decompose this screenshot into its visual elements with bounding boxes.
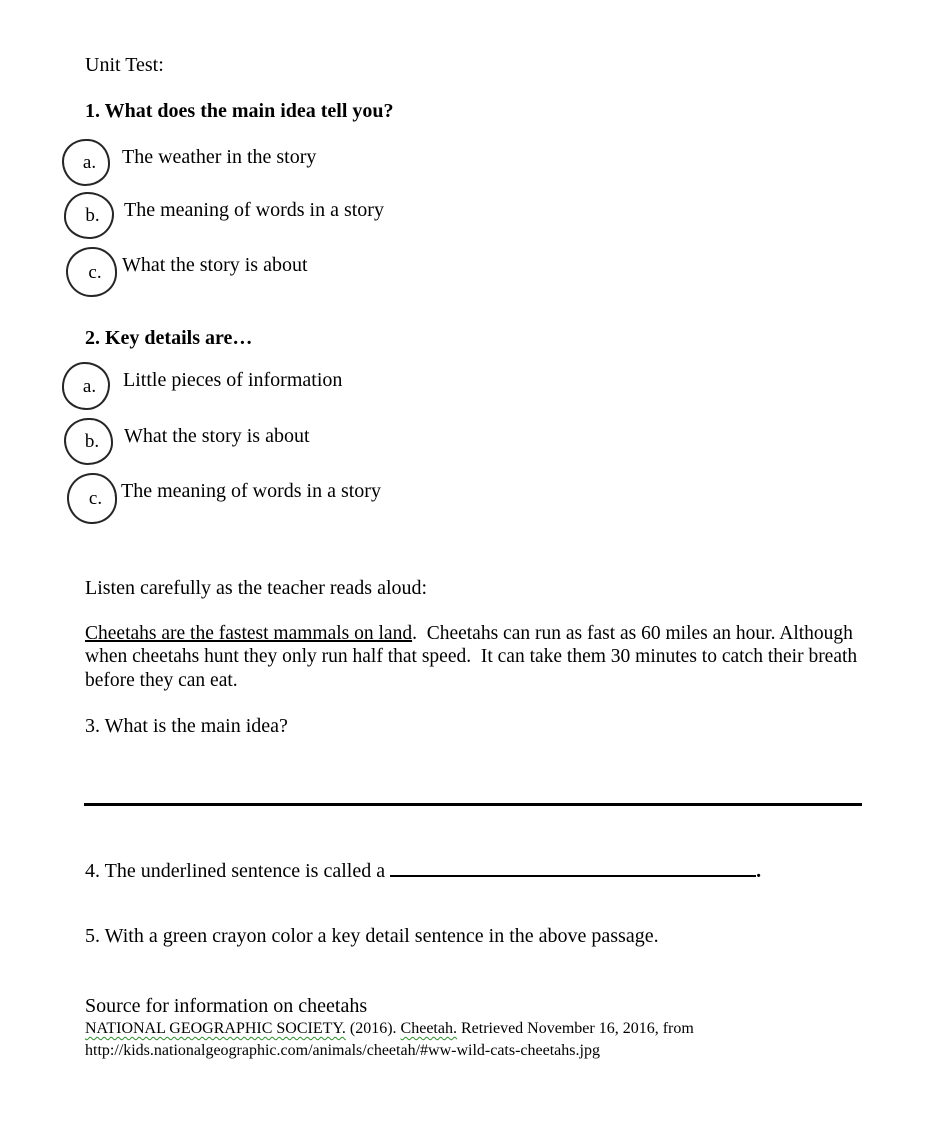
listening-instruction: Listen carefully as the teacher reads aloud: <box>85 577 428 599</box>
answer-circle-icon <box>64 192 114 239</box>
q1-choice-c <box>0 247 946 301</box>
choice-letter: c. <box>88 261 102 283</box>
q1-choice-a <box>0 139 946 193</box>
choice-text: What the story is about <box>124 425 310 447</box>
answer-circle-icon <box>67 473 117 524</box>
question-4-prompt: 4. The underlined sentence is called a <box>85 860 386 882</box>
choice-letter: b. <box>85 205 100 226</box>
fill-in-blank-line <box>390 856 756 877</box>
choice-letter: a. <box>82 152 97 173</box>
q2-choice-c <box>0 473 946 527</box>
passage-main-idea-sentence: Cheetahs are the fastest mammals on land <box>85 623 413 644</box>
citation-year: (2016). <box>345 1020 401 1037</box>
question-4 <box>85 856 761 883</box>
citation-line-1 <box>85 1018 694 1039</box>
answer-circle-icon <box>64 418 113 465</box>
citation-author-flagged: NATIONAL GEOGRAPHIC SOCIETY. <box>85 1020 346 1037</box>
choice-letter: a. <box>82 375 97 397</box>
answer-line <box>84 803 862 806</box>
choice-letter: c. <box>88 488 103 509</box>
choice-text: What the story is about <box>122 254 308 276</box>
source-heading: Source for information on cheetahs <box>85 995 368 1017</box>
answer-circle-icon <box>66 247 117 297</box>
reading-passage <box>85 622 879 692</box>
question-5-prompt: 5. With a green crayon color a key detail sentence in the above passage. <box>85 925 659 947</box>
answer-circle-icon <box>62 362 110 410</box>
q2-choice-b <box>0 418 946 472</box>
page-title: Unit Test: <box>85 54 164 76</box>
question-1-prompt: 1. What does the main idea tell you? <box>85 100 394 122</box>
choice-text: The meaning of words in a story <box>121 480 381 502</box>
q1-choice-b <box>0 192 946 246</box>
question-2-prompt: 2. Key details are… <box>85 327 253 349</box>
question-3-prompt: 3. What is the main idea? <box>85 715 288 737</box>
choice-text: The weather in the story <box>122 146 317 168</box>
q2-choice-a <box>0 362 946 416</box>
question-4-period: . <box>756 860 762 882</box>
passage-rest: . Cheetahs can run as fast as 60 miles an hour. Although when cheetahs hunt they only run half that speed. It can take them 30 minutes to catch their breath before they can eat. <box>85 623 863 691</box>
choice-text: Little pieces of information <box>123 369 343 391</box>
citation-retrieved: Retrieved November 16, 2016, from <box>456 1020 694 1037</box>
choice-text: The meaning of words in a story <box>124 199 384 221</box>
answer-circle-icon <box>62 139 110 186</box>
citation-url: http://kids.nationalgeographic.com/animals/cheetah/#ww-wild-cats-cheetahs.jpg <box>85 1042 600 1059</box>
choice-letter: b. <box>84 431 100 452</box>
citation-title-flagged: Cheetah. <box>400 1020 457 1037</box>
